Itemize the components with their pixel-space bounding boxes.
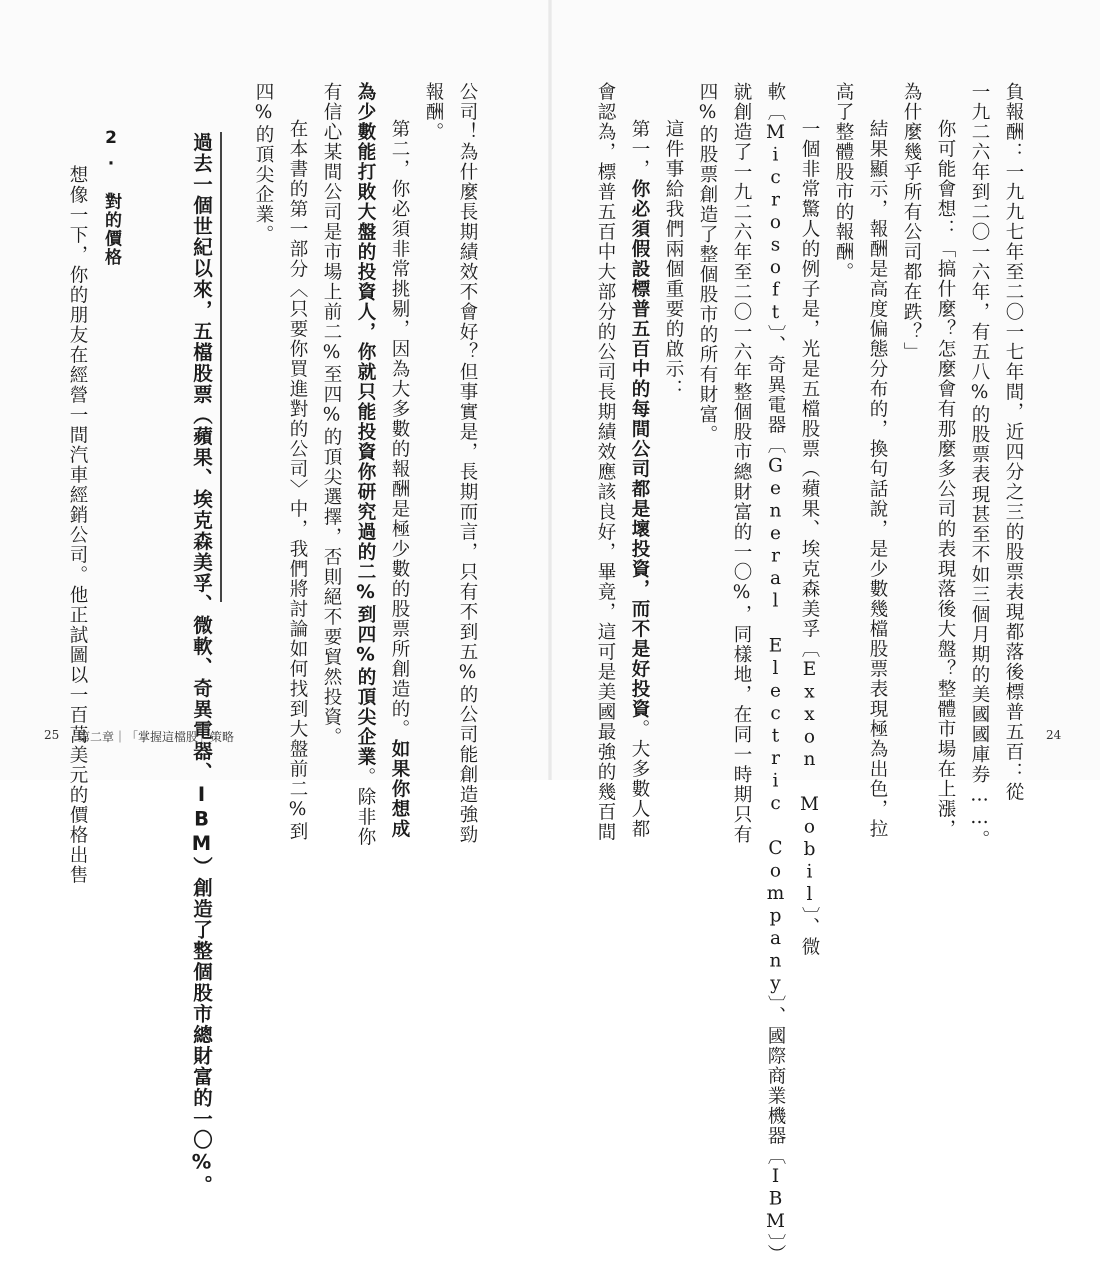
body-text: 為什麼幾乎所有公司都在跌？」 <box>901 82 922 362</box>
right-page-body-text <box>590 82 1030 1264</box>
body-text: 一個非常驚人的例子是，光是五檔股票（蘋果、埃克森美孚〔Exxon Mobil〕、微 <box>799 119 820 958</box>
paragraph-line <box>348 82 382 847</box>
body-text: 你可能會想：「搞什麼？怎麼會有那麼多公司的表現落後大盤？整體市場在上漲， <box>935 119 956 839</box>
paragraph-line <box>962 82 996 850</box>
pull-quote-text: 過去一個世紀以來，五檔股票（蘋果、埃克森美孚、微軟、奇異電器、IBM）創造了整個股市總財富的一〇%。 <box>190 132 213 1196</box>
paragraph-line <box>860 82 894 839</box>
paragraph-line <box>382 82 416 839</box>
right-page-number: 24 <box>1046 728 1062 742</box>
paragraph-line <box>894 82 928 682</box>
paragraph-line <box>314 82 348 747</box>
body-text: 第二，你必須非常挑剔，因為大多數的報酬是極少數的股票所創造的。 <box>389 119 410 739</box>
body-text: 就創造了一九二六年至二〇一六年整個股市總財富的一〇%，同樣地，在同一時期只有 <box>731 82 752 845</box>
paragraph-line <box>622 82 656 839</box>
body-text: 一九二六年到二〇一六年，有五八%的股票表現甚至不如三個月期的美國國庫券……。 <box>969 82 990 850</box>
bold-emphasis-text: 為少數能打敗大盤的投資人，你就只能投資你研究過的二%到四%的頂尖企業 <box>355 82 376 767</box>
paragraph-line <box>826 82 860 682</box>
body-text: 公司！為什麼長期績效不會好？但事實是，長期而言，只有不到五%的公司能創造強勁 <box>457 82 478 845</box>
left-page-body-text <box>232 82 484 847</box>
chapter-running-footer: 第二章｜「掌握這檔股」策略 <box>78 730 235 744</box>
paragraph-line <box>690 82 724 682</box>
body-text: 報酬。 <box>423 82 444 142</box>
body-text: 軟〔Microsoft〕、奇異電器〔General Electric Company〕、國際商業機器〔IBM〕） <box>765 82 786 1264</box>
body-text: 高了整體股市的報酬。 <box>833 82 854 282</box>
body-text: 在本書的第一部分〈只要你買進對的公司〉中，我們將討論如何找到大盤前二%到 <box>287 119 308 842</box>
bold-emphasis-text: 你必須假設標普五百中的每間公司都是壞投資，而不是好投資 <box>629 179 650 719</box>
paragraph-line <box>588 82 622 842</box>
body-text: 結果顯示，報酬是高度偏態分布的，換句話說，是少數幾檔股票表現極為出色，拉 <box>867 119 888 839</box>
section-block <box>60 128 128 885</box>
paragraph-line <box>280 82 314 842</box>
paragraph-line <box>928 82 962 839</box>
body-text: 負報酬：一九九七年至二〇一七年間，近四分之三的股票表現都落後標普五百：從 <box>1003 82 1024 802</box>
paragraph-line <box>792 82 826 958</box>
body-text: 四%的頂尖企業。 <box>253 82 274 245</box>
pull-quote-box <box>160 132 222 1196</box>
book-gutter <box>548 0 552 780</box>
paragraph-line <box>656 82 690 682</box>
section-paragraph: 想像一下，你的朋友在經營一間汽車經銷公司。他正試圖以一百萬美元的價格出售 <box>67 165 88 885</box>
body-text: 四%的股票創造了整個股市的所有財富。 <box>697 82 718 445</box>
body-text: 第一， <box>629 119 650 179</box>
paragraph-line <box>246 82 280 682</box>
paragraph-line <box>724 82 758 845</box>
paragraph-line <box>450 82 484 845</box>
body-text: 。除非你 <box>355 767 376 847</box>
body-text: 。大多數人都 <box>629 719 650 839</box>
section-heading: 2. 對的價格 <box>101 128 121 267</box>
left-page-number: 25 <box>44 728 60 742</box>
paragraph-line <box>996 82 1030 802</box>
body-text: 這件事給我們兩個重要的啟示： <box>663 119 684 399</box>
body-text: 會認為，標普五百中大部分的公司長期績效應該良好，畢竟，這可是美國最強的幾百間 <box>595 82 616 842</box>
body-text: 有信心某間公司是市場上前二%至四%的頂尖選擇，否則絕不要貿然投資。 <box>321 82 342 747</box>
bold-emphasis-text: 如果你想成 <box>389 739 410 839</box>
paragraph-line <box>416 82 450 682</box>
paragraph-line <box>758 82 792 1264</box>
